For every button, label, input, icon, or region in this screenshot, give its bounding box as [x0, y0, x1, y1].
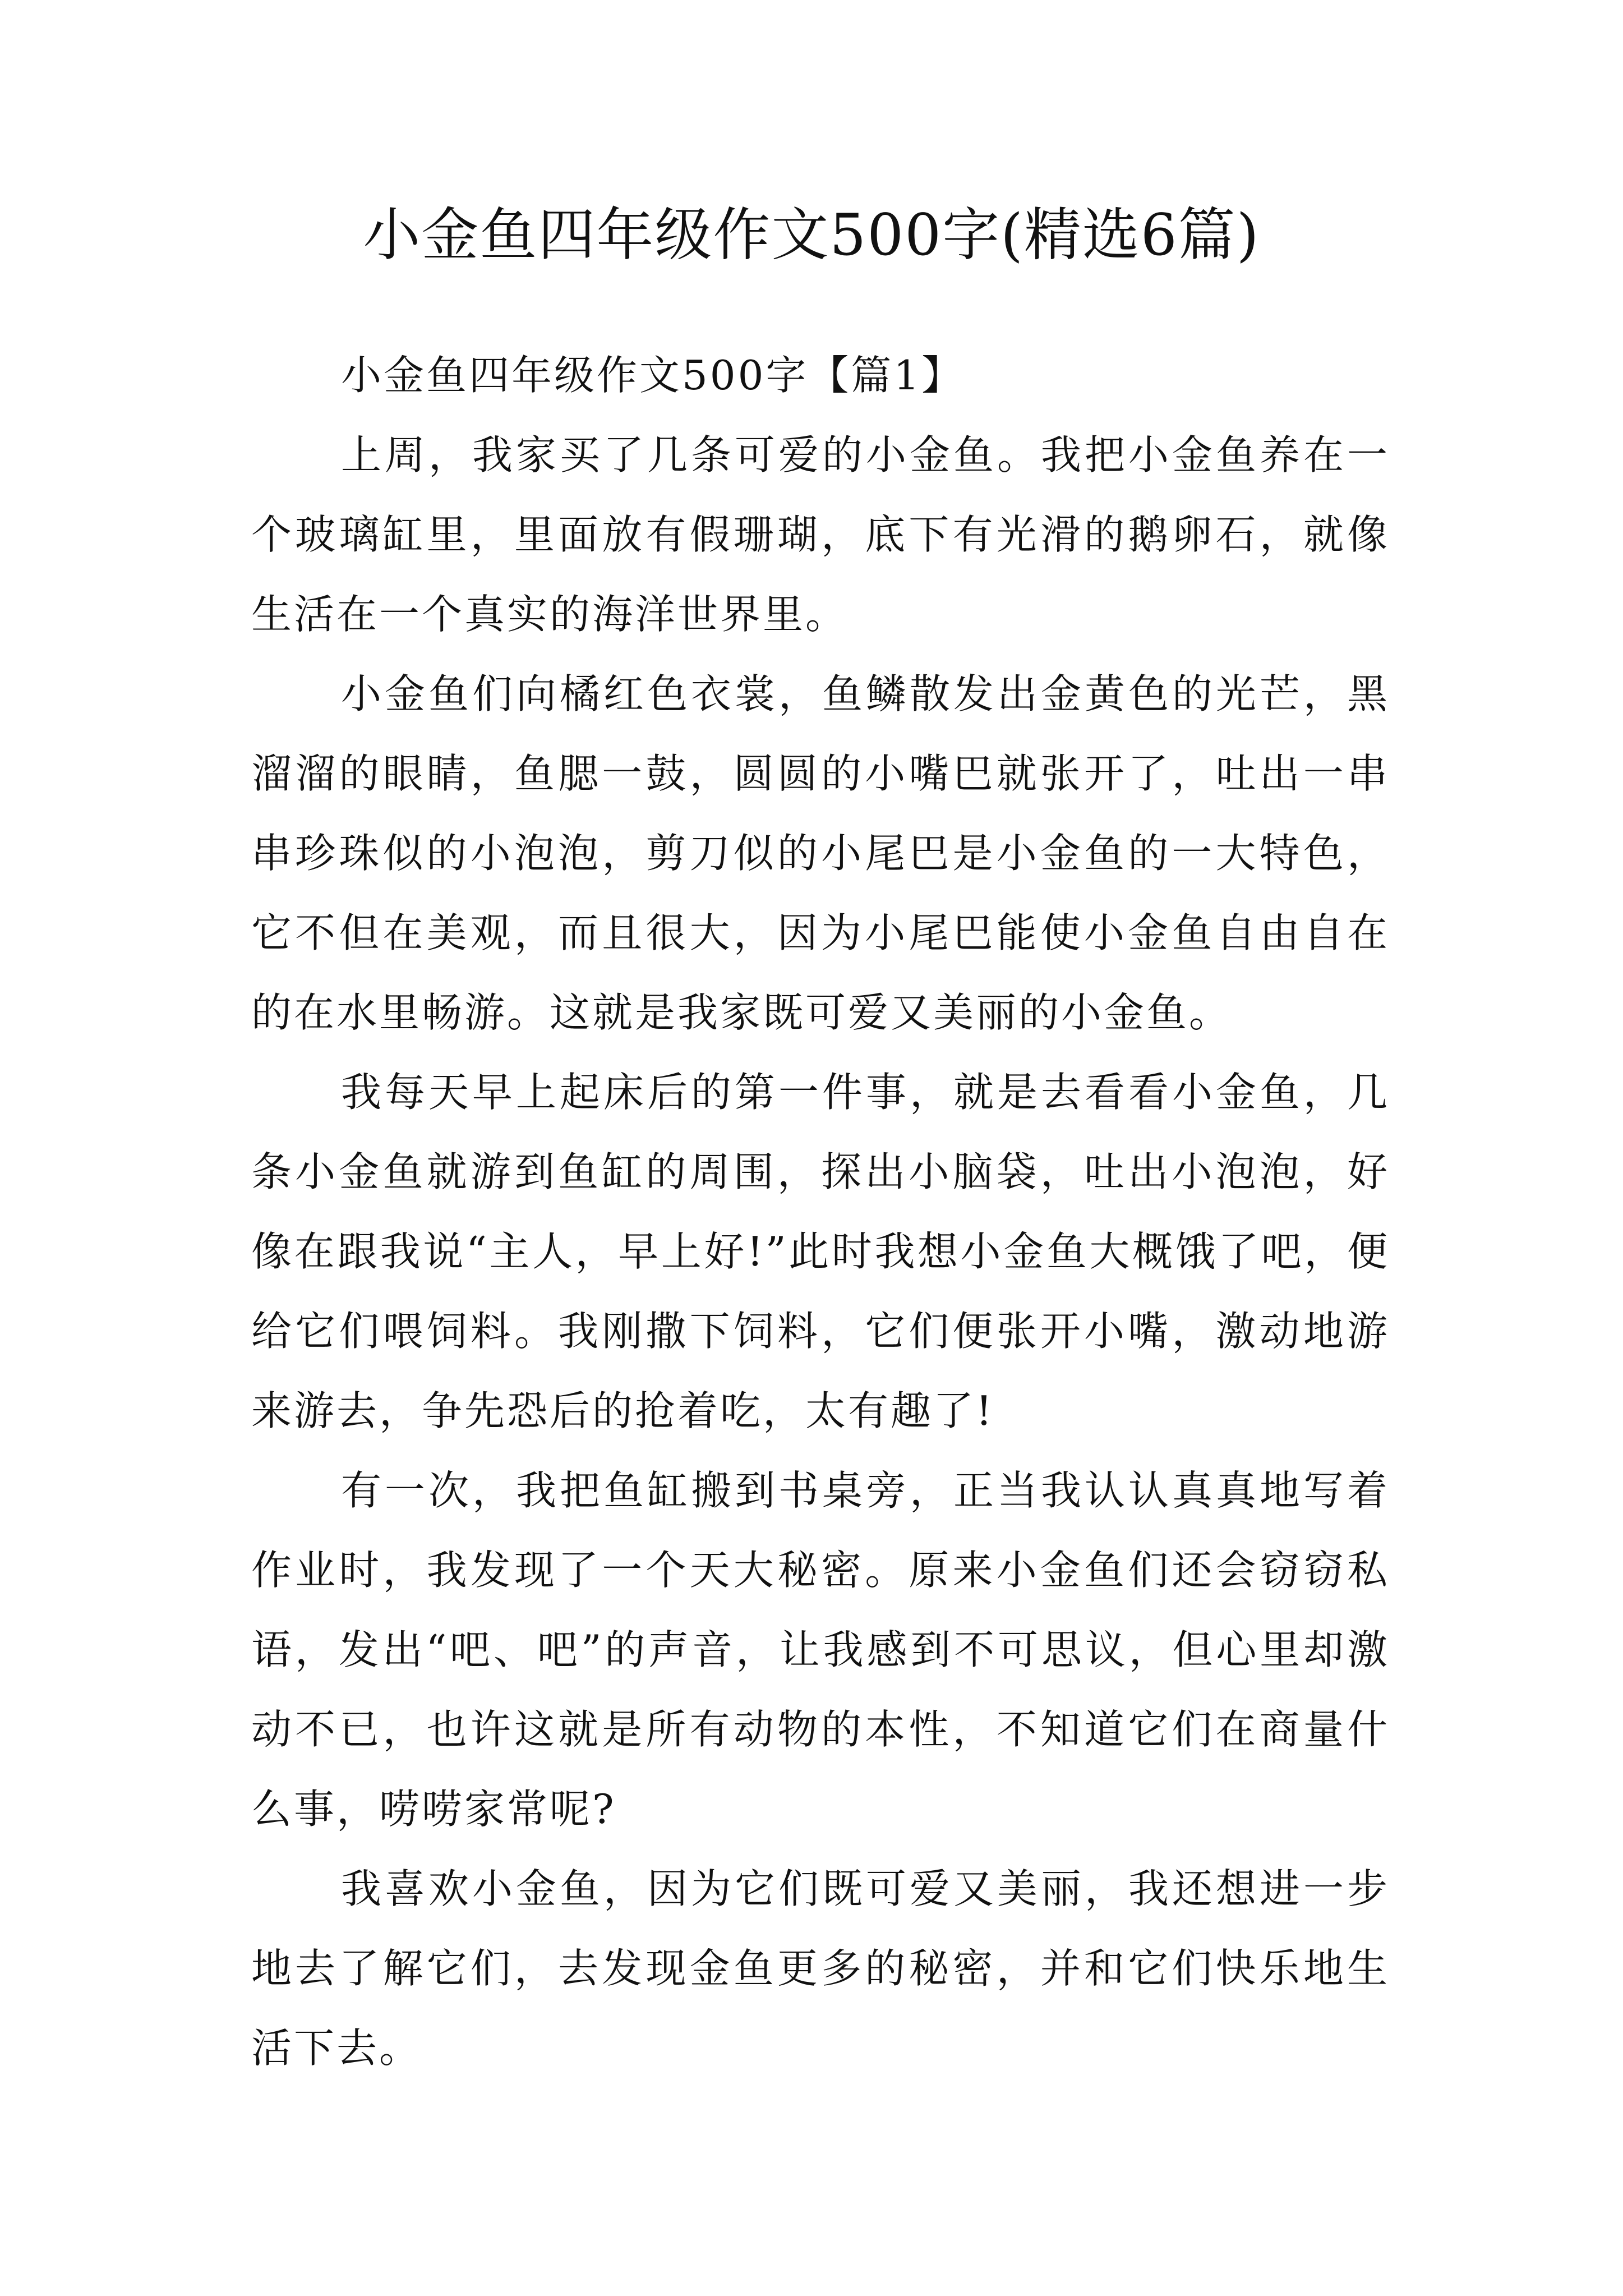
- section-heading: 小金鱼四年级作文500字【篇1】: [341, 352, 965, 399]
- document-body: [251, 335, 1390, 2088]
- paragraph: 我喜欢小金鱼，因为它们既可爱又美丽，我还想进一步地去了解它们，去发现金鱼更多的秘密，并和它们快乐地生活下去。: [251, 1865, 1390, 2072]
- paragraph: 小金鱼们向橘红色衣裳，鱼鳞散发出金黄色的光芒，黑溜溜的眼睛，鱼腮一鼓，圆圆的小嘴巴就张开了，吐出一串串珍珠似的小泡泡，剪刀似的小尾巴是小金鱼的一大特色，它不但在美观，而且很大，因为小尾巴能使小金鱼自由自在的在水里畅游。这就是我家既可爱又美丽的小金鱼。: [251, 670, 1390, 1036]
- paragraph: 有一次，我把鱼缸搬到书桌旁，正当我认认真真地写着作业时，我发现了一个天大秘密。原来小金鱼们还会窃窃私语，发出“吧、吧”的声音，让我感到不可思议，但心里却激动不已，也许这就是所有动物的本性，不知道它们在商量什么事，唠唠家常呢?: [251, 1467, 1390, 1833]
- document-title: 小金鱼四年级作文500字(精选6篇): [363, 202, 1260, 269]
- paragraph: 上周，我家买了几条可爱的小金鱼。我把小金鱼养在一个玻璃缸里，里面放有假珊瑚，底下有光滑的鹅卵石，就像生活在一个真实的海洋世界里。: [251, 431, 1390, 638]
- paragraph: 我每天早上起床后的第一件事，就是去看看小金鱼，几条小金鱼就游到鱼缸的周围，探出小脑袋，吐出小泡泡，好像在跟我说“主人，早上好!”此时我想小金鱼大概饿了吧，便给它们喂饲料。我刚撒下饲料，它们便张开小嘴，激动地游来游去，争先恐后的抢着吃，太有趣了!: [251, 1069, 1390, 1434]
